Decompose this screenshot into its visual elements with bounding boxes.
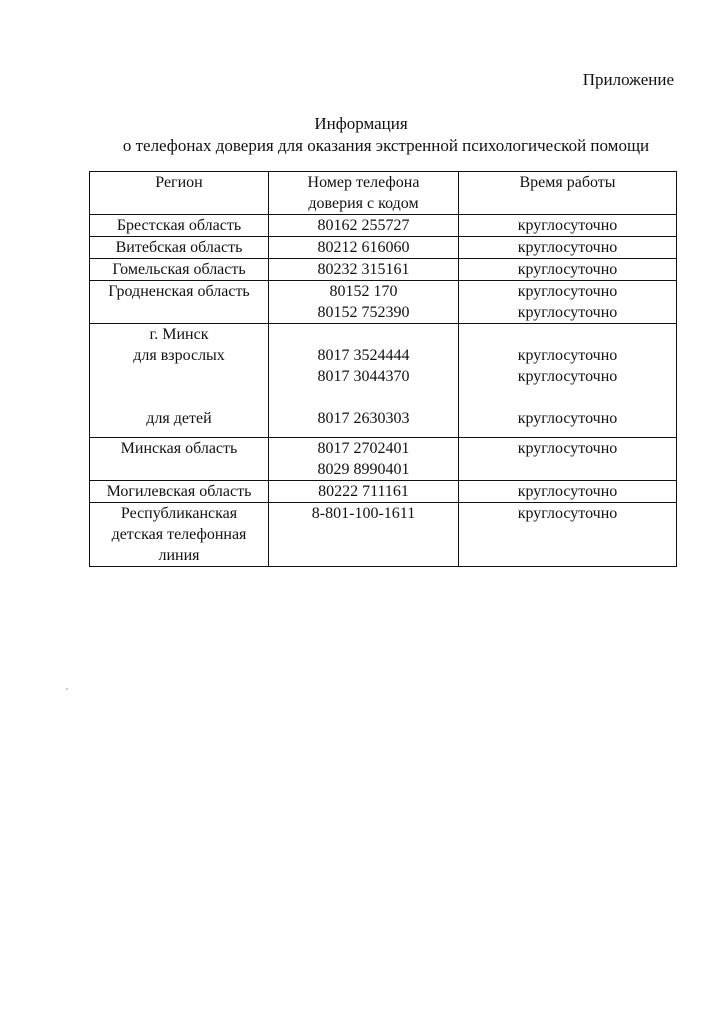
header-hours: Время работы <box>459 172 677 215</box>
region-cell: Гродненская область <box>90 281 269 324</box>
phone-cell: 8017 2702401 8029 8990401 <box>269 438 459 481</box>
region-cell: Гомельская область <box>90 259 269 281</box>
header-region: Регион <box>90 172 269 215</box>
phone-cell: 80212 616060 <box>269 237 459 259</box>
phone-cell: 80162 255727 <box>269 215 459 237</box>
hours-cell: круглосуточно круглосуточно круглосуточно <box>459 324 677 438</box>
phone-cell: 80222 711161 <box>269 481 459 503</box>
table-row <box>90 503 677 567</box>
table-row <box>90 281 677 324</box>
hours-cell: круглосуточно круглосуточно <box>459 281 677 324</box>
document-title <box>0 113 722 157</box>
title-line-2: о телефонах доверия для оказания экстренной психологической помощи <box>122 136 650 155</box>
table-header-row <box>90 172 677 215</box>
scan-speck <box>66 688 68 690</box>
region-cell: Могилевская область <box>90 481 269 503</box>
hours-cell: круглосуточно <box>459 481 677 503</box>
region-cell: Витебская область <box>90 237 269 259</box>
title-line-1: Информация <box>314 114 408 133</box>
hotline-table <box>89 171 677 567</box>
region-cell: г. Минск для взрослых для детей <box>90 324 269 438</box>
table-row <box>90 481 677 503</box>
hours-cell: круглосуточно <box>459 438 677 481</box>
appendix-label: Приложение <box>582 70 674 89</box>
table-row-minsk-city <box>90 324 677 438</box>
header-phone: Номер телефона доверия с кодом <box>269 172 459 215</box>
hours-cell: круглосуточно <box>459 259 677 281</box>
phone-cell: 80232 315161 <box>269 259 459 281</box>
hours-cell: круглосуточно <box>459 237 677 259</box>
table-row <box>90 215 677 237</box>
phone-cell: 8017 3524444 8017 3044370 8017 2630303 <box>269 324 459 438</box>
region-cell: Республиканская детская телефонная линия <box>90 503 269 567</box>
table-row <box>90 259 677 281</box>
region-cell: Минская область <box>90 438 269 481</box>
region-cell: Брестская область <box>90 215 269 237</box>
hours-cell: круглосуточно <box>459 215 677 237</box>
hours-cell: круглосуточно <box>459 503 677 567</box>
table-row <box>90 438 677 481</box>
table-row <box>90 237 677 259</box>
phone-cell: 80152 170 80152 752390 <box>269 281 459 324</box>
phone-cell: 8-801-100-1611 <box>269 503 459 567</box>
